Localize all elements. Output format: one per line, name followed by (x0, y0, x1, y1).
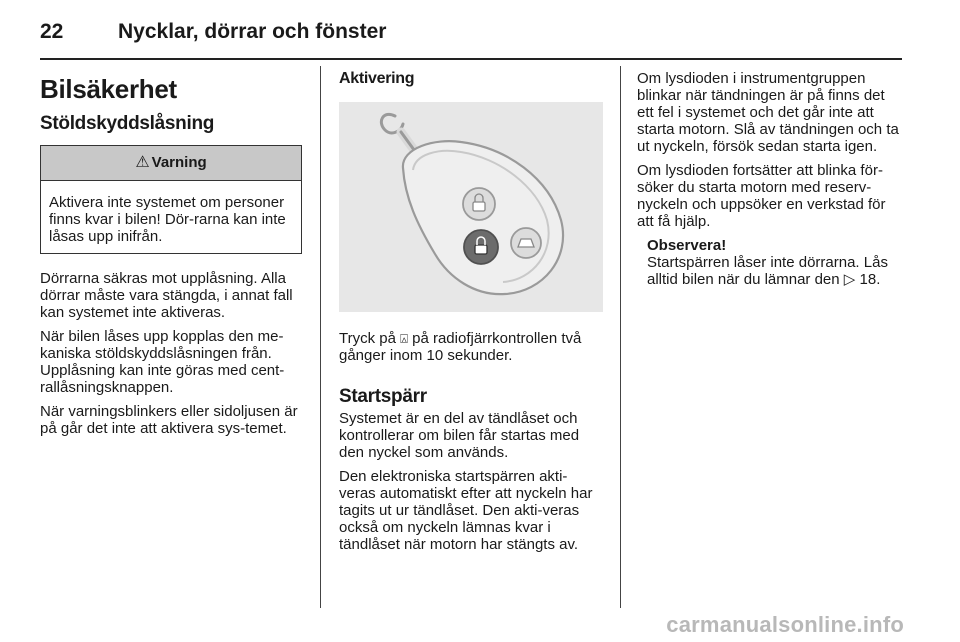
paragraph: Om lysdioden fortsätter att blinka för-söker du starta motorn med reserv-nyckeln och uppsöker en verkstad för att få hjälp. (637, 162, 886, 230)
page-header (40, 14, 900, 54)
warning-icon: ⚠ (135, 154, 150, 171)
column-middle (339, 70, 603, 560)
paragraph: När varningsblinkers eller sidoljusen är på går det inte att aktivera sys-temet. (40, 403, 298, 437)
warning-text: Aktivera inte systemet om personer finns kvar i bilen! Dör-rarna kan inte låsas upp inifrån. (49, 194, 286, 245)
warning-body (41, 181, 301, 253)
paragraph: När bilen låses upp kopplas den me-kaniska stöldskyddslåsningen från. Upplåsning kan inte göras med cent-rallåsningsknappen. (40, 328, 285, 396)
header-rule (40, 58, 902, 60)
paragraph: Systemet är en del av tändlåset och kontrollerar om bilen får startas med den nyckel som används. (339, 410, 580, 461)
column-divider (620, 66, 621, 608)
chapter-title: Nycklar, dörrar och fönster (118, 20, 387, 43)
warning-title: Varning (151, 154, 207, 171)
activation-instruction: Tryck på ⍓ på radiofjärrkontrollen två gånger inom 10 sekunder. (339, 330, 582, 364)
note-text: Startspärren låser inte dörrarna. Lås alltid bilen när du lämnar den ▷ 18. (647, 254, 888, 288)
column-divider (320, 66, 321, 608)
section-title: Bilsäkerhet (40, 74, 177, 104)
lock-button-icon: ⍓ (400, 331, 408, 346)
immobilizer-title: Startspärr (339, 386, 427, 407)
warning-box (40, 145, 302, 254)
column-left (40, 70, 302, 444)
page-reference-link[interactable]: 18. (859, 271, 881, 288)
warning-header (41, 146, 301, 181)
column-right (637, 70, 903, 295)
key-fob-illustration (339, 102, 603, 312)
activation-title: Aktivering (339, 70, 415, 87)
page-reference-icon: ▷ (843, 271, 856, 288)
paragraph: Om lysdioden i instrumentgruppen blinkar när tändningen är på finns det ett fel i systemet och det går inte att starta motorn. Slå av tändningen och ta ut nyckeln, försök sedan starta igen. (637, 70, 899, 155)
note-title: Observera! (647, 237, 727, 254)
paragraph: Den elektroniska startspärren akti-veras automatiskt efter att nyckeln har tagits ut ur tändlåset. Den akti-veras också om nyckeln lämnas kvar i tändlåset när motorn har stängts av. (339, 468, 593, 553)
watermark: carmanualsonline.info (666, 612, 904, 637)
key-fob-icon (339, 102, 603, 312)
subsection-title: Stöldskyddslåsning (40, 113, 215, 134)
note-box (637, 237, 903, 288)
page-number: 22 (40, 20, 64, 43)
paragraph: Dörrarna säkras mot upplåsning. Alla dörrar måste vara stängda, i annat fall kan systemet inte aktiveras. (40, 270, 293, 321)
